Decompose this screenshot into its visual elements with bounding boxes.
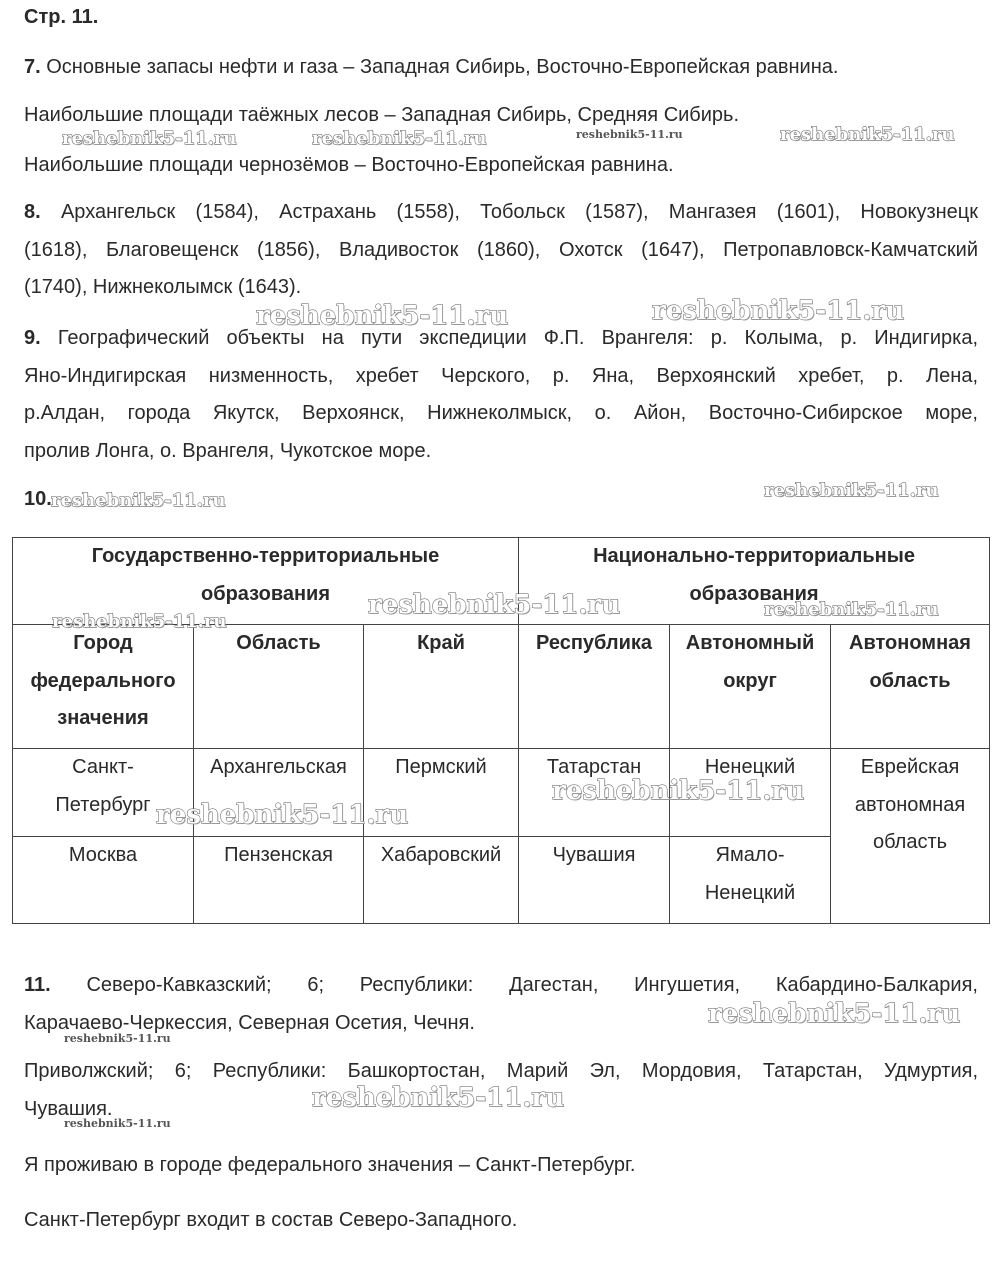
cell-oblast-1: Архангельская	[194, 749, 364, 837]
q9-text-1: Географический объекты на пути экспедиции Ф.П. Врангеля: р. Колыма, р. Индигирка,	[57, 327, 978, 349]
cell-oblast-2: Пензенская	[194, 837, 364, 924]
q11-text-2: Карачаево-Черкессия, Северная Осетия, Чечня.	[24, 1011, 475, 1034]
watermark: reshebnik5-11.ru	[780, 124, 955, 145]
watermark: reshebnik5-11.ru	[576, 128, 683, 141]
q11-text-3: Приволжский; 6; Республики: Башкортостан, Марий Эл, Мордовия, Татарстан, Удмуртия,	[24, 1060, 978, 1082]
q7-line2: Наибольшие площади таёжных лесов – Западная Сибирь, Средняя Сибирь.	[24, 104, 740, 126]
header-federal-city: Город федерального значения	[13, 625, 194, 749]
table-row	[13, 749, 990, 837]
q11-text-6: Санкт-Петербург входит в состав Северо-Западного.	[24, 1209, 518, 1231]
q7-line1	[24, 56, 838, 79]
q8-text-3: (1740), Нижнеколымск (1643).	[24, 276, 302, 298]
q9-text-4: пролив Лонга, о. Врангеля, Чукотское море.	[24, 439, 432, 462]
q11-paragraph-1	[24, 971, 978, 1046]
q8-paragraph	[24, 198, 978, 311]
watermark: reshebnik5-11.ru	[764, 480, 939, 501]
q9-text-2: Яно-Индигирская низменность, хребет Черского, р. Яна, Верхоянский хребет, р. Лена,	[24, 364, 978, 387]
cell-republic-2: Чувашия	[519, 837, 670, 924]
cell-okrug-1: Ненецкий	[670, 749, 831, 837]
q7-number: 7.	[24, 56, 41, 78]
watermark: reshebnik5-11.ru	[51, 490, 226, 511]
header-krai: Край	[364, 625, 519, 749]
cell-city-1: Санкт- Петербург	[13, 749, 194, 837]
watermark: reshebnik5-11.ru	[64, 1032, 171, 1045]
q7-line3: Наибольшие площади чернозёмов – Восточно-Европейская равнина.	[24, 154, 674, 176]
page-title: Стр. 11.	[24, 6, 99, 28]
cell-republic-1: Татарстан	[519, 749, 670, 837]
q10-number: 10.	[24, 488, 52, 510]
header-autonomous-oblast: Автономная область	[831, 625, 990, 749]
q11-paragraph-2	[24, 1057, 978, 1132]
q9-paragraph	[24, 324, 978, 474]
watermark: reshebnik5-11.ru	[368, 590, 621, 620]
header-republic: Республика	[519, 625, 670, 749]
cell-krai-1: Пермский	[364, 749, 519, 837]
watermark: reshebnik5-11.ru	[552, 776, 805, 806]
group-state-territorial: Государственно-территориальные образования	[13, 538, 519, 625]
federal-subjects-table	[12, 537, 990, 924]
q11-text-4: Чувашия.	[24, 1097, 113, 1120]
cell-krai-2: Хабаровский	[364, 837, 519, 924]
header-oblast: Область	[194, 625, 364, 749]
watermark: reshebnik5-11.ru	[312, 128, 487, 149]
watermark: reshebnik5-11.ru	[652, 296, 905, 326]
watermark: reshebnik5-11.ru	[256, 301, 509, 331]
header-autonomous-okrug: Автономный округ	[670, 625, 831, 749]
q7-text-1: Основные запасы нефти и газа – Западная Сибирь, Восточно-Европейская равнина.	[46, 56, 839, 78]
watermark: reshebnik5-11.ru	[708, 999, 961, 1029]
watermark: reshebnik5-11.ru	[764, 599, 939, 620]
table-group-header-row	[13, 538, 990, 625]
cell-autonomous-oblast: Еврейская автономная область	[831, 749, 990, 924]
q11-text-5: Я проживаю в городе федерального значения – Санкт-Петербург.	[24, 1154, 636, 1176]
table-header-row	[13, 625, 990, 749]
cell-okrug-2: Ямало- Ненецкий	[670, 837, 831, 924]
q8-text-1: Архангельск (1584), Астрахань (1558), Тобольск (1587), Мангазея (1601), Новокузнецк	[60, 201, 978, 223]
q11-number: 11.	[24, 974, 51, 996]
watermark: reshebnik5-11.ru	[64, 1117, 171, 1130]
watermark: reshebnik5-11.ru	[52, 611, 227, 632]
q8-text-2: (1618), Благовещенск (1856), Владивосток (1860), Охотск (1647), Петропавловск-Камчатский	[24, 238, 978, 261]
q9-text-3: р.Алдан, города Якутск, Верхоянск, Нижнеколмыск, о. Айон, Восточно-Сибирское море,	[24, 402, 978, 424]
watermark: reshebnik5-11.ru	[312, 1083, 565, 1113]
q8-number: 8.	[24, 201, 41, 223]
q9-number: 9.	[24, 327, 41, 349]
cell-city-2: Москва	[13, 837, 194, 924]
watermark: reshebnik5-11.ru	[156, 800, 409, 830]
q11-text-1: Северо-Кавказский; 6; Республики: Дагестан, Ингушетия, Кабардино-Балкария,	[86, 974, 978, 996]
group-national-territorial: Национально-территориальные образования	[519, 538, 990, 625]
watermark: reshebnik5-11.ru	[62, 128, 237, 149]
